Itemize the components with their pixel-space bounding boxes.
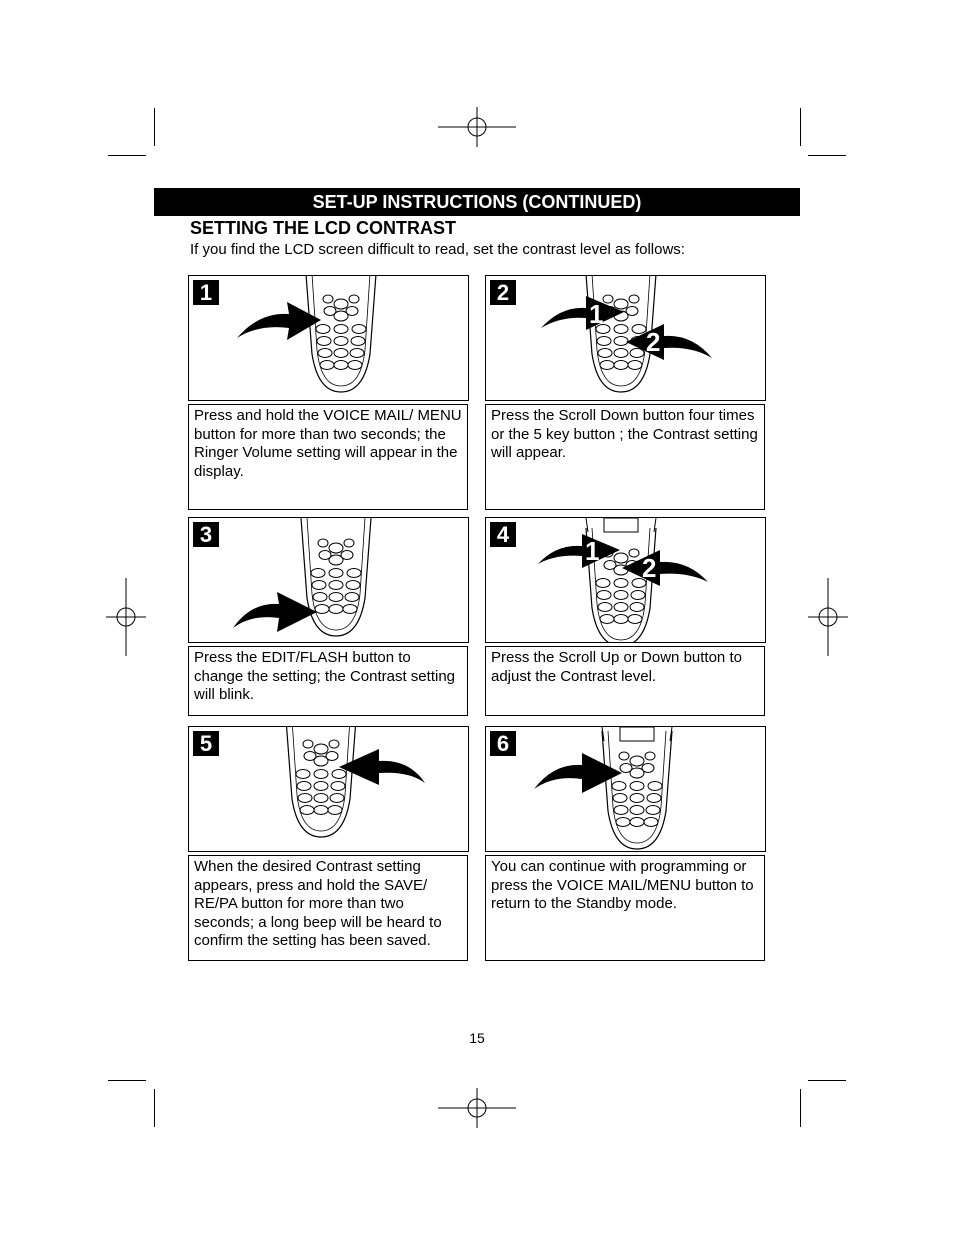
crop-mark bbox=[808, 155, 846, 156]
step-3-text: Press the EDIT/FLASH button to change the setting; the Contrast setting will blink. bbox=[188, 646, 468, 716]
section-title: SETTING THE LCD CONTRAST bbox=[190, 218, 456, 238]
registration-mark-icon bbox=[808, 578, 848, 656]
arrow-label-2: 2 bbox=[646, 327, 661, 357]
step-5-illustration bbox=[188, 726, 469, 852]
arrow-label-1: 1 bbox=[589, 299, 604, 329]
step-6-text: You can continue with programming or press the VOICE MAIL/MENU button to return to the Standby mode. bbox=[485, 855, 765, 961]
phone-handset-icon bbox=[486, 276, 765, 400]
registration-mark-icon bbox=[438, 1088, 516, 1128]
intro-text: If you find the LCD screen difficult to read, set the contrast level as follows: bbox=[190, 241, 685, 258]
step-1-text: Press and hold the VOICE MAIL/ MENU button for more than two seconds; the Ringer Volume setting will appear in the display. bbox=[188, 404, 468, 510]
step-number-badge: 1 bbox=[193, 280, 219, 305]
arrow-icon bbox=[538, 534, 620, 568]
step-number-badge: 4 bbox=[490, 522, 516, 547]
arrow-label-2: 2 bbox=[642, 553, 657, 583]
step-2-illustration bbox=[485, 275, 766, 401]
crop-mark bbox=[154, 108, 155, 146]
step-2-text: Press the Scroll Down button four times or the 5 key button ; the Contrast setting will appear. bbox=[485, 404, 765, 510]
registration-mark-icon bbox=[438, 107, 516, 147]
arrow-icon bbox=[534, 753, 622, 793]
phone-handset-icon bbox=[189, 518, 468, 642]
crop-mark bbox=[800, 108, 801, 146]
section-header-bar bbox=[154, 188, 800, 216]
crop-mark bbox=[800, 1089, 801, 1127]
step-number-badge: 3 bbox=[193, 522, 219, 547]
phone-handset-icon bbox=[486, 727, 765, 851]
header-title: SET-UP INSTRUCTIONS (CONTINUED) bbox=[312, 191, 642, 212]
arrow-icon bbox=[626, 324, 712, 360]
step-number-badge: 2 bbox=[490, 280, 516, 305]
arrow-icon bbox=[622, 550, 708, 586]
arrow-label-1: 1 bbox=[585, 536, 600, 566]
phone-handset-icon bbox=[486, 518, 765, 642]
step-4-text: Press the Scroll Up or Down button to adjust the Contrast level. bbox=[485, 646, 765, 716]
page-number: 15 bbox=[469, 1030, 485, 1046]
step-1-illustration bbox=[188, 275, 469, 401]
step-6-illustration bbox=[485, 726, 766, 852]
crop-mark bbox=[808, 1080, 846, 1081]
step-5-text: When the desired Contrast setting appears, press and hold the SAVE/ RE/PA button for more than two seconds; a long beep will be heard to confirm the setting has been saved. bbox=[188, 855, 468, 961]
registration-mark-icon bbox=[106, 578, 146, 656]
phone-handset-icon bbox=[189, 276, 468, 400]
crop-mark bbox=[108, 155, 146, 156]
crop-mark bbox=[108, 1080, 146, 1081]
step-number-badge: 5 bbox=[193, 731, 219, 756]
phone-handset-icon bbox=[189, 727, 468, 851]
step-4-illustration bbox=[485, 517, 766, 643]
arrow-icon bbox=[233, 592, 317, 632]
arrow-icon bbox=[541, 296, 624, 330]
crop-mark bbox=[154, 1089, 155, 1127]
step-3-illustration bbox=[188, 517, 469, 643]
step-number-badge: 6 bbox=[490, 731, 516, 756]
